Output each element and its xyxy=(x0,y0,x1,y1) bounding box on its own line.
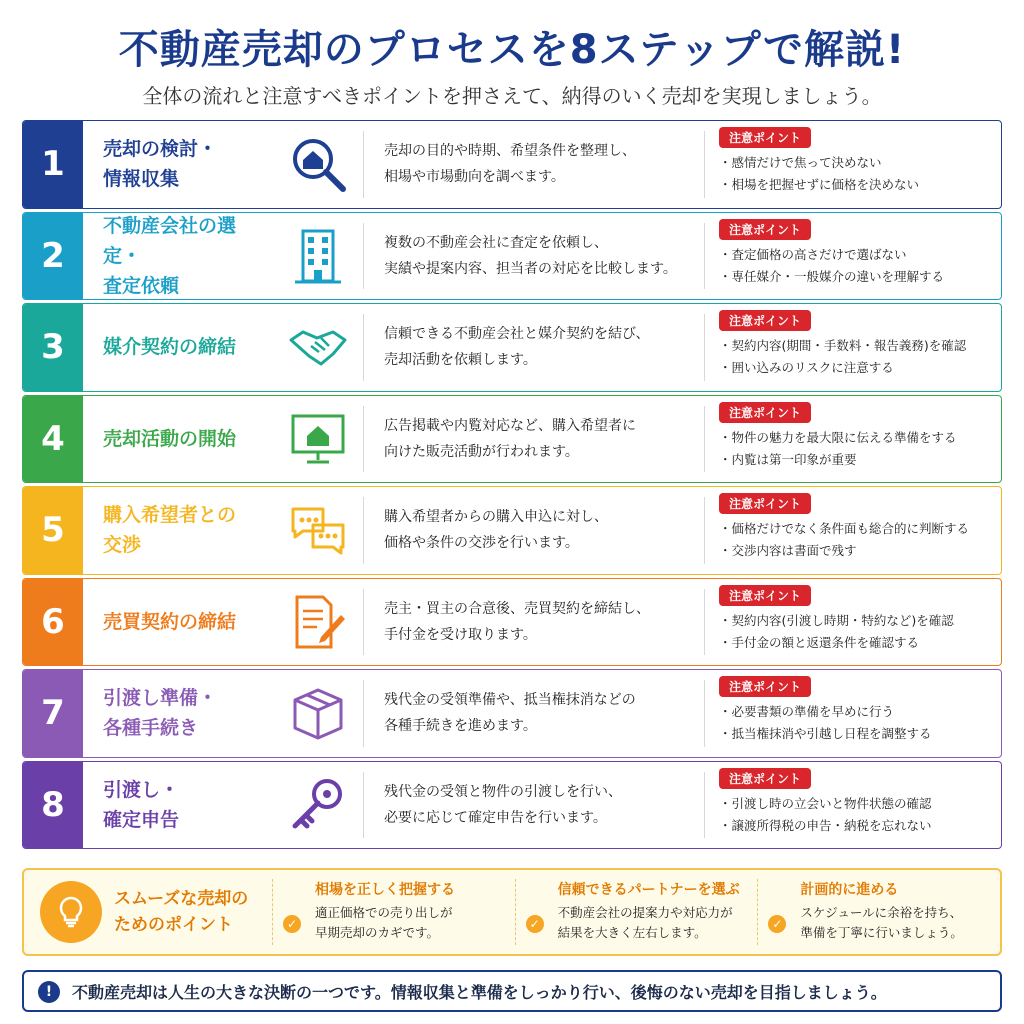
step-row xyxy=(22,669,1002,758)
step-description-line: 売主・買主の合意後、売買契約を締結し、 xyxy=(384,600,650,617)
step-description-line: 価格や条件の交渉を行います。 xyxy=(384,535,579,552)
step-notes xyxy=(705,396,1001,483)
step-number: 7 xyxy=(23,670,83,757)
caution-badge: 注意ポイント xyxy=(719,676,811,697)
note-item: ・ 手付金の額と返還条件を確認する xyxy=(719,632,1001,654)
box-icon xyxy=(273,670,363,757)
step-description-line: 手付金を受け取ります。 xyxy=(384,626,537,643)
step-title xyxy=(83,487,273,574)
tip-heading: 計画的に進める xyxy=(800,882,899,898)
note-item: ・ 専任媒介・一般媒介の違いを理解する xyxy=(719,266,1001,288)
step-notes xyxy=(705,762,1001,849)
step-title-line: 各種手続き xyxy=(103,717,199,740)
step-description xyxy=(364,670,704,757)
chat-bubbles-icon xyxy=(273,487,363,574)
check-icon: ✓ xyxy=(526,915,544,933)
tip-body-line: 結果を大きく左右します。 xyxy=(557,925,707,940)
step-description xyxy=(364,213,704,300)
step-description-line: 各種手続きを進めます。 xyxy=(384,718,537,735)
step-row xyxy=(22,120,1002,209)
step-number: 2 xyxy=(23,213,83,300)
handshake-icon xyxy=(273,304,363,391)
note-item: ・ 譲渡所得税の申告・納税を忘れない xyxy=(719,815,1001,837)
caution-badge: 注意ポイント xyxy=(719,768,811,789)
step-number: 6 xyxy=(23,579,83,666)
step-description xyxy=(364,304,704,391)
note-item: ・ 抵当権抹消や引越し日程を調整する xyxy=(719,723,1001,745)
step-number: 3 xyxy=(23,304,83,391)
step-title-line: 確定申告 xyxy=(103,808,180,831)
step-notes xyxy=(705,213,1001,300)
monitor-house-icon xyxy=(273,396,363,483)
tips-panel xyxy=(22,868,1002,956)
step-title xyxy=(83,396,273,483)
note-item: ・ 囲い込みのリスクに注意する xyxy=(719,357,1001,379)
step-description-line: 実績や提案内容、担当者の対応を比較します。 xyxy=(384,260,677,277)
page-title: 不動産売却のプロセスを8ステップで解説! xyxy=(118,27,906,73)
step-title-line: 購入希望者との xyxy=(103,504,237,527)
step-number: 1 xyxy=(23,121,83,208)
note-item: ・ 相場を把握せずに価格を決めない xyxy=(719,174,1001,196)
tip-item xyxy=(272,879,515,945)
step-title-line: 売却の検討・ xyxy=(103,138,218,161)
note-item: ・ 契約内容(引渡し時期・特約など)を確認 xyxy=(719,610,1001,632)
step-description-line: 広告掲載や内覧対応など、購入希望者に xyxy=(384,417,636,434)
tips-title: スムーズな売却の ためのポイント xyxy=(114,889,249,935)
tip-body-line: 早期売却のカギです。 xyxy=(315,925,440,940)
note-item: ・ 物件の魅力を最大限に伝える準備をする xyxy=(719,427,1001,449)
note-list xyxy=(719,244,1001,288)
caution-badge: 注意ポイント xyxy=(719,493,811,514)
step-row xyxy=(22,761,1002,850)
tip-body-line: 準備を丁寧に行いましょう。 xyxy=(800,925,963,940)
note-item: ・ 査定価格の高さだけで選ばない xyxy=(719,244,1001,266)
caution-badge: 注意ポイント xyxy=(719,127,811,148)
step-notes xyxy=(705,304,1001,391)
step-title-line: 査定依頼 xyxy=(103,274,180,297)
step-number: 8 xyxy=(23,762,83,849)
note-item: ・ 価格だけでなく条件面も総合的に判断する xyxy=(719,518,1001,540)
footer-text: 不動産売却は人生の大きな決断の一つです。情報収集と準備をしっかり行い、後悔のない売却を目指しましょう。 xyxy=(72,982,887,1002)
step-title-line: 情報収集 xyxy=(103,168,180,191)
tip-body-line: 適正価格での売り出しが xyxy=(315,905,453,920)
step-description-line: 向けた販売活動が行われます。 xyxy=(384,443,579,460)
exclamation-icon: ! xyxy=(38,981,60,1003)
tip-heading: 信頼できるパートナーを選ぶ xyxy=(557,882,740,898)
footer-message xyxy=(22,970,1002,1012)
note-item: ・ 契約内容(期間・手数料・報告義務)を確認 xyxy=(719,335,1001,357)
note-item: ・ 引渡し時の立会いと物件状態の確認 xyxy=(719,793,1001,815)
building-icon xyxy=(273,213,363,300)
contract-pen-icon xyxy=(273,579,363,666)
step-title xyxy=(83,213,273,300)
step-description-line: 売却の目的や時期、希望条件を整理し、 xyxy=(384,143,636,160)
step-title-line: 交渉 xyxy=(103,534,142,557)
step-title-line: 引渡し準備・ xyxy=(103,687,218,710)
step-description-line: 複数の不動産会社に査定を依頼し、 xyxy=(384,234,608,251)
step-row xyxy=(22,395,1002,484)
step-notes xyxy=(705,121,1001,208)
step-title xyxy=(83,579,273,666)
page-subtitle: 全体の流れと注意すべきポイントを押さえて、納得のいく売却を実現しましょう。 xyxy=(142,84,882,108)
note-list xyxy=(719,701,1001,745)
tip-item xyxy=(757,879,1000,945)
note-list xyxy=(719,518,1001,562)
step-number: 4 xyxy=(23,396,83,483)
tip-heading: 相場を正しく把握する xyxy=(315,882,455,898)
step-description xyxy=(364,487,704,574)
step-description xyxy=(364,396,704,483)
step-notes xyxy=(705,579,1001,666)
steps-list xyxy=(22,120,1002,852)
caution-badge: 注意ポイント xyxy=(719,402,811,423)
step-row xyxy=(22,578,1002,667)
step-description-line: 購入希望者からの購入申込に対し、 xyxy=(384,509,608,526)
step-title-line: 引渡し・ xyxy=(103,778,180,801)
note-list xyxy=(719,335,1001,379)
step-number: 5 xyxy=(23,487,83,574)
check-icon: ✓ xyxy=(283,915,301,933)
step-description-line: 信頼できる不動産会社と媒介契約を結び、 xyxy=(384,326,650,343)
step-notes xyxy=(705,670,1001,757)
note-item: ・ 必要書類の準備を早めに行う xyxy=(719,701,1001,723)
step-description xyxy=(364,121,704,208)
caution-badge: 注意ポイント xyxy=(719,310,811,331)
tip-body-line: 不動産会社の提案力や対応力が xyxy=(557,905,733,920)
lightbulb-icon xyxy=(40,881,102,943)
tip-body-line: スケジュールに余裕を持ち、 xyxy=(800,905,963,920)
step-row xyxy=(22,486,1002,575)
step-title-line: 不動産会社の選定・ xyxy=(103,214,237,267)
step-title-line: 売却活動の開始 xyxy=(103,427,237,450)
step-notes xyxy=(705,487,1001,574)
tip-item xyxy=(515,879,758,945)
caution-badge: 注意ポイント xyxy=(719,585,811,606)
note-list xyxy=(719,152,1001,196)
check-icon: ✓ xyxy=(768,915,786,933)
step-row xyxy=(22,303,1002,392)
step-description-line: 必要に応じて確定申告を行います。 xyxy=(384,809,607,826)
step-title xyxy=(83,762,273,849)
step-title xyxy=(83,304,273,391)
step-title xyxy=(83,121,273,208)
step-description-line: 売却活動を依頼します。 xyxy=(384,352,537,369)
step-description xyxy=(364,579,704,666)
step-description-line: 残代金の受領と物件の引渡しを行い、 xyxy=(384,783,622,800)
step-title-line: 媒介契約の締結 xyxy=(103,336,237,359)
step-title-line: 売買契約の締結 xyxy=(103,610,237,633)
note-item: ・ 交渉内容は書面で残す xyxy=(719,540,1001,562)
step-description xyxy=(364,762,704,849)
step-row xyxy=(22,212,1002,301)
step-description-line: 残代金の受領準備や、抵当権抹消などの xyxy=(384,692,636,709)
caution-badge: 注意ポイント xyxy=(719,219,811,240)
house-search-icon xyxy=(273,121,363,208)
note-list xyxy=(719,793,1001,837)
note-item: ・ 内覧は第一印象が重要 xyxy=(719,449,1001,471)
note-item: ・ 感情だけで焦って決めない xyxy=(719,152,1001,174)
note-list xyxy=(719,610,1001,654)
note-list xyxy=(719,427,1001,471)
step-description-line: 相場や市場動向を調べます。 xyxy=(384,169,565,186)
key-icon xyxy=(273,762,363,849)
step-title xyxy=(83,670,273,757)
